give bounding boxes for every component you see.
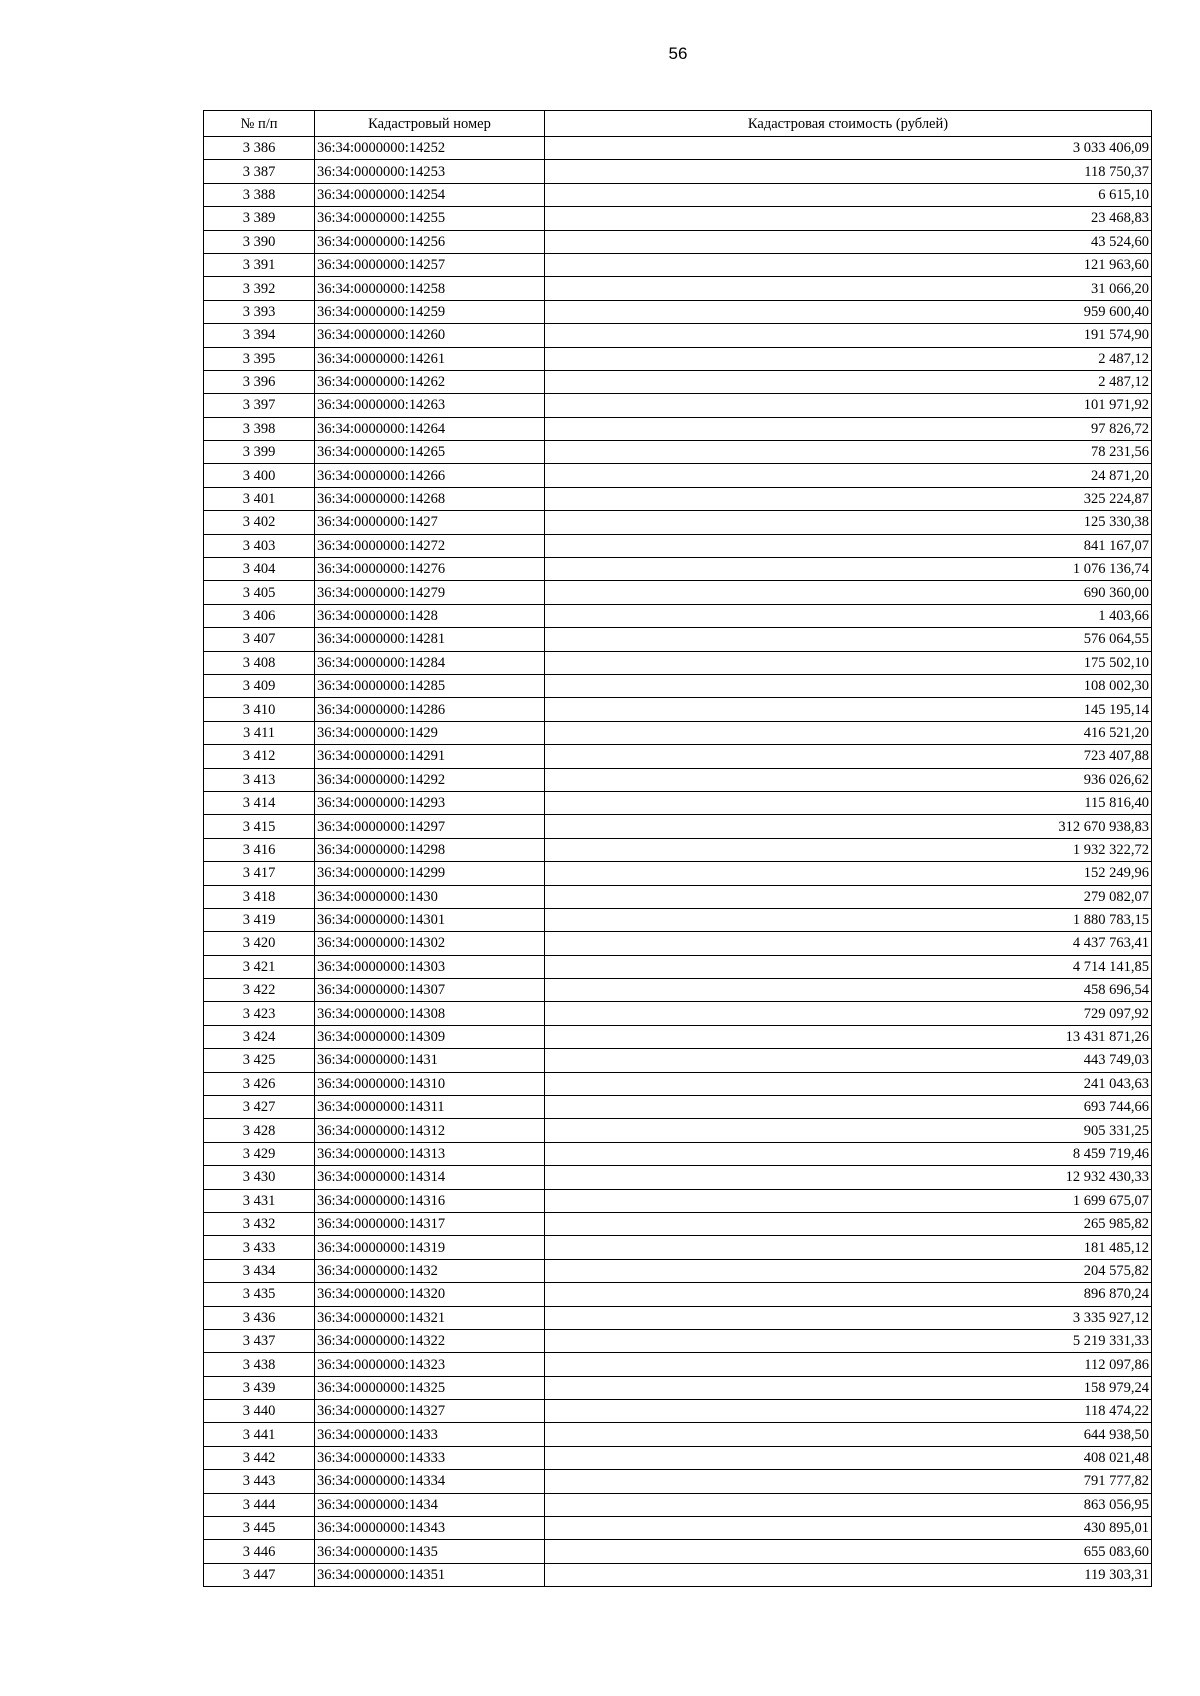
row-number-cell: 3 391 bbox=[204, 253, 315, 276]
cadastral-value-cell: 121 963,60 bbox=[545, 253, 1152, 276]
row-number-cell: 3 403 bbox=[204, 534, 315, 557]
cadastral-number-cell: 36:34:0000000:1430 bbox=[315, 885, 545, 908]
cadastral-number-cell: 36:34:0000000:1429 bbox=[315, 721, 545, 744]
cadastral-value-cell: 2 487,12 bbox=[545, 370, 1152, 393]
row-number-cell: 3 415 bbox=[204, 815, 315, 838]
cadastral-value-cell: 145 195,14 bbox=[545, 698, 1152, 721]
cadastral-number-cell: 36:34:0000000:14303 bbox=[315, 955, 545, 978]
cadastral-value-cell: 12 932 430,33 bbox=[545, 1166, 1152, 1189]
row-number-cell: 3 426 bbox=[204, 1072, 315, 1095]
cadastral-number-cell: 36:34:0000000:14252 bbox=[315, 137, 545, 160]
cadastral-value-cell: 152 249,96 bbox=[545, 862, 1152, 885]
table-row bbox=[204, 441, 1152, 464]
cadastral-number-cell: 36:34:0000000:14293 bbox=[315, 791, 545, 814]
cadastral-number-cell: 36:34:0000000:1435 bbox=[315, 1540, 545, 1563]
cadastral-value-cell: 312 670 938,83 bbox=[545, 815, 1152, 838]
row-number-cell: 3 424 bbox=[204, 1025, 315, 1048]
cadastral-number-cell: 36:34:0000000:14319 bbox=[315, 1236, 545, 1259]
cadastral-number-cell: 36:34:0000000:14281 bbox=[315, 628, 545, 651]
table-row bbox=[204, 604, 1152, 627]
table-row bbox=[204, 324, 1152, 347]
cadastral-number-cell: 36:34:0000000:14264 bbox=[315, 417, 545, 440]
table-row bbox=[204, 698, 1152, 721]
cadastral-number-cell: 36:34:0000000:14263 bbox=[315, 394, 545, 417]
table-row bbox=[204, 1236, 1152, 1259]
cadastral-number-cell: 36:34:0000000:14272 bbox=[315, 534, 545, 557]
cadastral-number-cell: 36:34:0000000:14325 bbox=[315, 1376, 545, 1399]
cadastral-number-cell: 36:34:0000000:14322 bbox=[315, 1329, 545, 1352]
table-row bbox=[204, 1166, 1152, 1189]
cadastral-value-cell: 265 985,82 bbox=[545, 1212, 1152, 1235]
cadastral-number-cell: 36:34:0000000:14316 bbox=[315, 1189, 545, 1212]
cadastral-number-cell: 36:34:0000000:14313 bbox=[315, 1142, 545, 1165]
row-number-cell: 3 402 bbox=[204, 511, 315, 534]
cadastral-value-cell: 690 360,00 bbox=[545, 581, 1152, 604]
cadastral-value-cell: 13 431 871,26 bbox=[545, 1025, 1152, 1048]
cadastral-number-cell: 36:34:0000000:14286 bbox=[315, 698, 545, 721]
cadastral-value-cell: 1 403,66 bbox=[545, 604, 1152, 627]
table-row bbox=[204, 511, 1152, 534]
cadastral-value-cell: 241 043,63 bbox=[545, 1072, 1152, 1095]
row-number-cell: 3 433 bbox=[204, 1236, 315, 1259]
cadastral-value-cell: 1 932 322,72 bbox=[545, 838, 1152, 861]
cadastral-value-cell: 175 502,10 bbox=[545, 651, 1152, 674]
row-number-cell: 3 425 bbox=[204, 1049, 315, 1072]
cadastral-value-cell: 443 749,03 bbox=[545, 1049, 1152, 1072]
row-number-cell: 3 417 bbox=[204, 862, 315, 885]
table-row bbox=[204, 534, 1152, 557]
cadastral-number-cell: 36:34:0000000:14256 bbox=[315, 230, 545, 253]
row-number-cell: 3 437 bbox=[204, 1329, 315, 1352]
row-number-cell: 3 412 bbox=[204, 745, 315, 768]
row-number-cell: 3 443 bbox=[204, 1470, 315, 1493]
cadastral-value-cell: 959 600,40 bbox=[545, 300, 1152, 323]
cadastral-number-cell: 36:34:0000000:14255 bbox=[315, 207, 545, 230]
table-row bbox=[204, 1142, 1152, 1165]
cadastral-value-cell: 2 487,12 bbox=[545, 347, 1152, 370]
cadastral-number-cell: 36:34:0000000:14343 bbox=[315, 1517, 545, 1540]
cadastral-value-cell: 325 224,87 bbox=[545, 487, 1152, 510]
cadastral-value-cell: 125 330,38 bbox=[545, 511, 1152, 534]
cadastral-value-cell: 936 026,62 bbox=[545, 768, 1152, 791]
row-number-cell: 3 406 bbox=[204, 604, 315, 627]
table-row bbox=[204, 230, 1152, 253]
cadastral-number-cell: 36:34:0000000:14285 bbox=[315, 674, 545, 697]
header-row bbox=[204, 111, 1152, 137]
cadastral-value-cell: 3 033 406,09 bbox=[545, 137, 1152, 160]
cadastral-number-cell: 36:34:0000000:14292 bbox=[315, 768, 545, 791]
cadastral-value-cell: 112 097,86 bbox=[545, 1353, 1152, 1376]
cadastral-number-cell: 36:34:0000000:14254 bbox=[315, 183, 545, 206]
table-row bbox=[204, 464, 1152, 487]
cadastral-number-cell: 36:34:0000000:14298 bbox=[315, 838, 545, 861]
row-number-cell: 3 409 bbox=[204, 674, 315, 697]
cadastral-value-table bbox=[203, 110, 1152, 1587]
row-number-cell: 3 421 bbox=[204, 955, 315, 978]
cadastral-number-cell: 36:34:0000000:14297 bbox=[315, 815, 545, 838]
row-number-cell: 3 429 bbox=[204, 1142, 315, 1165]
cadastral-number-cell: 36:34:0000000:1432 bbox=[315, 1259, 545, 1282]
table-row bbox=[204, 183, 1152, 206]
row-number-cell: 3 439 bbox=[204, 1376, 315, 1399]
table-row bbox=[204, 1002, 1152, 1025]
table-row bbox=[204, 277, 1152, 300]
row-number-cell: 3 431 bbox=[204, 1189, 315, 1212]
cadastral-number-cell: 36:34:0000000:14258 bbox=[315, 277, 545, 300]
cadastral-number-cell: 36:34:0000000:14308 bbox=[315, 1002, 545, 1025]
table-row bbox=[204, 300, 1152, 323]
row-number-cell: 3 408 bbox=[204, 651, 315, 674]
row-number-cell: 3 407 bbox=[204, 628, 315, 651]
cadastral-value-cell: 576 064,55 bbox=[545, 628, 1152, 651]
table-row bbox=[204, 1189, 1152, 1212]
table-row bbox=[204, 1446, 1152, 1469]
row-number-cell: 3 440 bbox=[204, 1400, 315, 1423]
table-row bbox=[204, 1072, 1152, 1095]
row-number-cell: 3 441 bbox=[204, 1423, 315, 1446]
cadastral-value-cell: 644 938,50 bbox=[545, 1423, 1152, 1446]
cadastral-number-cell: 36:34:0000000:14265 bbox=[315, 441, 545, 464]
cadastral-value-cell: 43 524,60 bbox=[545, 230, 1152, 253]
row-number-cell: 3 428 bbox=[204, 1119, 315, 1142]
row-number-cell: 3 423 bbox=[204, 1002, 315, 1025]
cadastral-number-cell: 36:34:0000000:14327 bbox=[315, 1400, 545, 1423]
cadastral-number-cell: 36:34:0000000:14333 bbox=[315, 1446, 545, 1469]
cadastral-number-cell: 36:34:0000000:14266 bbox=[315, 464, 545, 487]
row-number-cell: 3 422 bbox=[204, 979, 315, 1002]
cadastral-number-cell: 36:34:0000000:14284 bbox=[315, 651, 545, 674]
table-row bbox=[204, 979, 1152, 1002]
table-row bbox=[204, 253, 1152, 276]
table-row bbox=[204, 932, 1152, 955]
table-row bbox=[204, 1493, 1152, 1516]
cadastral-value-cell: 97 826,72 bbox=[545, 417, 1152, 440]
cadastral-number-cell: 36:34:0000000:14299 bbox=[315, 862, 545, 885]
row-number-cell: 3 388 bbox=[204, 183, 315, 206]
cadastral-value-cell: 3 335 927,12 bbox=[545, 1306, 1152, 1329]
table-row bbox=[204, 768, 1152, 791]
cadastral-value-cell: 279 082,07 bbox=[545, 885, 1152, 908]
page-number: 56 bbox=[668, 44, 688, 63]
table-row bbox=[204, 838, 1152, 861]
table-row bbox=[204, 1563, 1152, 1586]
table-row bbox=[204, 1517, 1152, 1540]
header-cadastral-value: Кадастровая стоимость (рублей) bbox=[545, 111, 1152, 137]
row-number-cell: 3 392 bbox=[204, 277, 315, 300]
cadastral-value-cell: 115 816,40 bbox=[545, 791, 1152, 814]
table-row bbox=[204, 651, 1152, 674]
table-row bbox=[204, 1096, 1152, 1119]
row-number-cell: 3 436 bbox=[204, 1306, 315, 1329]
cadastral-value-cell: 101 971,92 bbox=[545, 394, 1152, 417]
cadastral-number-cell: 36:34:0000000:14314 bbox=[315, 1166, 545, 1189]
table-row bbox=[204, 628, 1152, 651]
row-number-cell: 3 390 bbox=[204, 230, 315, 253]
table-row bbox=[204, 1423, 1152, 1446]
cadastral-value-cell: 1 699 675,07 bbox=[545, 1189, 1152, 1212]
row-number-cell: 3 447 bbox=[204, 1563, 315, 1586]
cadastral-value-cell: 863 056,95 bbox=[545, 1493, 1152, 1516]
row-number-cell: 3 405 bbox=[204, 581, 315, 604]
cadastral-value-cell: 458 696,54 bbox=[545, 979, 1152, 1002]
row-number-cell: 3 413 bbox=[204, 768, 315, 791]
cadastral-value-cell: 4 437 763,41 bbox=[545, 932, 1152, 955]
table-row bbox=[204, 1212, 1152, 1235]
row-number-cell: 3 396 bbox=[204, 370, 315, 393]
table-row bbox=[204, 1470, 1152, 1493]
cadastral-value-cell: 896 870,24 bbox=[545, 1283, 1152, 1306]
cadastral-number-cell: 36:34:0000000:14262 bbox=[315, 370, 545, 393]
cadastral-value-cell: 158 979,24 bbox=[545, 1376, 1152, 1399]
cadastral-number-cell: 36:34:0000000:14260 bbox=[315, 324, 545, 347]
row-number-cell: 3 438 bbox=[204, 1353, 315, 1376]
row-number-cell: 3 444 bbox=[204, 1493, 315, 1516]
row-number-cell: 3 395 bbox=[204, 347, 315, 370]
table-row bbox=[204, 955, 1152, 978]
row-number-cell: 3 386 bbox=[204, 137, 315, 160]
header-cadastral-number: Кадастровый номер bbox=[315, 111, 545, 137]
row-number-cell: 3 401 bbox=[204, 487, 315, 510]
cadastral-value-cell: 1 076 136,74 bbox=[545, 558, 1152, 581]
cadastral-number-cell: 36:34:0000000:14302 bbox=[315, 932, 545, 955]
table-row bbox=[204, 347, 1152, 370]
cadastral-value-cell: 23 468,83 bbox=[545, 207, 1152, 230]
table-row bbox=[204, 1119, 1152, 1142]
table-header bbox=[204, 111, 1152, 137]
table-row bbox=[204, 1329, 1152, 1352]
cadastral-number-cell: 36:34:0000000:14261 bbox=[315, 347, 545, 370]
row-number-cell: 3 399 bbox=[204, 441, 315, 464]
cadastral-value-cell: 693 744,66 bbox=[545, 1096, 1152, 1119]
header-row-number: № п/п bbox=[204, 111, 315, 137]
cadastral-value-cell: 4 714 141,85 bbox=[545, 955, 1152, 978]
table-row bbox=[204, 1400, 1152, 1423]
cadastral-value-cell: 430 895,01 bbox=[545, 1517, 1152, 1540]
cadastral-number-cell: 36:34:0000000:14291 bbox=[315, 745, 545, 768]
row-number-cell: 3 394 bbox=[204, 324, 315, 347]
table-row bbox=[204, 207, 1152, 230]
cadastral-value-cell: 729 097,92 bbox=[545, 1002, 1152, 1025]
cadastral-number-cell: 36:34:0000000:14259 bbox=[315, 300, 545, 323]
row-number-cell: 3 393 bbox=[204, 300, 315, 323]
cadastral-number-cell: 36:34:0000000:14279 bbox=[315, 581, 545, 604]
row-number-cell: 3 446 bbox=[204, 1540, 315, 1563]
row-number-cell: 3 432 bbox=[204, 1212, 315, 1235]
cadastral-number-cell: 36:34:0000000:1427 bbox=[315, 511, 545, 534]
cadastral-value-cell: 8 459 719,46 bbox=[545, 1142, 1152, 1165]
table-row bbox=[204, 581, 1152, 604]
row-number-cell: 3 400 bbox=[204, 464, 315, 487]
row-number-cell: 3 427 bbox=[204, 1096, 315, 1119]
table-row bbox=[204, 745, 1152, 768]
cadastral-value-cell: 181 485,12 bbox=[545, 1236, 1152, 1259]
table-row bbox=[204, 1259, 1152, 1282]
cadastral-number-cell: 36:34:0000000:14351 bbox=[315, 1563, 545, 1586]
table-row bbox=[204, 1540, 1152, 1563]
table-row bbox=[204, 160, 1152, 183]
table-row bbox=[204, 1306, 1152, 1329]
cadastral-number-cell: 36:34:0000000:14253 bbox=[315, 160, 545, 183]
cadastral-value-cell: 78 231,56 bbox=[545, 441, 1152, 464]
table-row bbox=[204, 487, 1152, 510]
row-number-cell: 3 430 bbox=[204, 1166, 315, 1189]
table-row bbox=[204, 908, 1152, 931]
row-number-cell: 3 410 bbox=[204, 698, 315, 721]
cadastral-value-cell: 108 002,30 bbox=[545, 674, 1152, 697]
cadastral-number-cell: 36:34:0000000:14312 bbox=[315, 1119, 545, 1142]
cadastral-value-cell: 204 575,82 bbox=[545, 1259, 1152, 1282]
row-number-cell: 3 411 bbox=[204, 721, 315, 744]
table-row bbox=[204, 558, 1152, 581]
cadastral-number-cell: 36:34:0000000:14321 bbox=[315, 1306, 545, 1329]
table-row bbox=[204, 791, 1152, 814]
row-number-cell: 3 435 bbox=[204, 1283, 315, 1306]
row-number-cell: 3 419 bbox=[204, 908, 315, 931]
row-number-cell: 3 418 bbox=[204, 885, 315, 908]
cadastral-number-cell: 36:34:0000000:14334 bbox=[315, 1470, 545, 1493]
cadastral-value-cell: 655 083,60 bbox=[545, 1540, 1152, 1563]
cadastral-value-cell: 416 521,20 bbox=[545, 721, 1152, 744]
cadastral-number-cell: 36:34:0000000:1433 bbox=[315, 1423, 545, 1446]
table-row bbox=[204, 394, 1152, 417]
row-number-cell: 3 445 bbox=[204, 1517, 315, 1540]
table-row bbox=[204, 1283, 1152, 1306]
table-row bbox=[204, 674, 1152, 697]
cadastral-number-cell: 36:34:0000000:14268 bbox=[315, 487, 545, 510]
row-number-cell: 3 434 bbox=[204, 1259, 315, 1282]
cadastral-value-cell: 905 331,25 bbox=[545, 1119, 1152, 1142]
cadastral-number-cell: 36:34:0000000:14301 bbox=[315, 908, 545, 931]
cadastral-value-cell: 6 615,10 bbox=[545, 183, 1152, 206]
table-row bbox=[204, 885, 1152, 908]
row-number-cell: 3 398 bbox=[204, 417, 315, 440]
cadastral-number-cell: 36:34:0000000:14320 bbox=[315, 1283, 545, 1306]
table-row bbox=[204, 1353, 1152, 1376]
row-number-cell: 3 397 bbox=[204, 394, 315, 417]
cadastral-number-cell: 36:34:0000000:1431 bbox=[315, 1049, 545, 1072]
cadastral-value-cell: 1 880 783,15 bbox=[545, 908, 1152, 931]
row-number-cell: 3 387 bbox=[204, 160, 315, 183]
cadastral-number-cell: 36:34:0000000:14257 bbox=[315, 253, 545, 276]
row-number-cell: 3 442 bbox=[204, 1446, 315, 1469]
cadastral-value-cell: 791 777,82 bbox=[545, 1470, 1152, 1493]
row-number-cell: 3 416 bbox=[204, 838, 315, 861]
row-number-cell: 3 404 bbox=[204, 558, 315, 581]
cadastral-number-cell: 36:34:0000000:14276 bbox=[315, 558, 545, 581]
table-body bbox=[204, 137, 1152, 1587]
cadastral-value-cell: 24 871,20 bbox=[545, 464, 1152, 487]
cadastral-number-cell: 36:34:0000000:1428 bbox=[315, 604, 545, 627]
table-row bbox=[204, 417, 1152, 440]
cadastral-number-cell: 36:34:0000000:14309 bbox=[315, 1025, 545, 1048]
table-row bbox=[204, 1049, 1152, 1072]
cadastral-value-cell: 191 574,90 bbox=[545, 324, 1152, 347]
cadastral-value-cell: 5 219 331,33 bbox=[545, 1329, 1152, 1352]
table-row bbox=[204, 815, 1152, 838]
cadastral-value-cell: 118 750,37 bbox=[545, 160, 1152, 183]
table-row bbox=[204, 137, 1152, 160]
row-number-cell: 3 420 bbox=[204, 932, 315, 955]
table-row bbox=[204, 862, 1152, 885]
table-row bbox=[204, 721, 1152, 744]
table-row bbox=[204, 370, 1152, 393]
cadastral-number-cell: 36:34:0000000:14317 bbox=[315, 1212, 545, 1235]
cadastral-value-cell: 408 021,48 bbox=[545, 1446, 1152, 1469]
row-number-cell: 3 414 bbox=[204, 791, 315, 814]
cadastral-number-cell: 36:34:0000000:14323 bbox=[315, 1353, 545, 1376]
table-row bbox=[204, 1376, 1152, 1399]
cadastral-number-cell: 36:34:0000000:1434 bbox=[315, 1493, 545, 1516]
cadastral-number-cell: 36:34:0000000:14310 bbox=[315, 1072, 545, 1095]
row-number-cell: 3 389 bbox=[204, 207, 315, 230]
table-row bbox=[204, 1025, 1152, 1048]
cadastral-value-cell: 841 167,07 bbox=[545, 534, 1152, 557]
cadastral-value-cell: 31 066,20 bbox=[545, 277, 1152, 300]
cadastral-value-cell: 723 407,88 bbox=[545, 745, 1152, 768]
cadastral-value-cell: 119 303,31 bbox=[545, 1563, 1152, 1586]
cadastral-number-cell: 36:34:0000000:14311 bbox=[315, 1096, 545, 1119]
cadastral-number-cell: 36:34:0000000:14307 bbox=[315, 979, 545, 1002]
cadastral-value-cell: 118 474,22 bbox=[545, 1400, 1152, 1423]
